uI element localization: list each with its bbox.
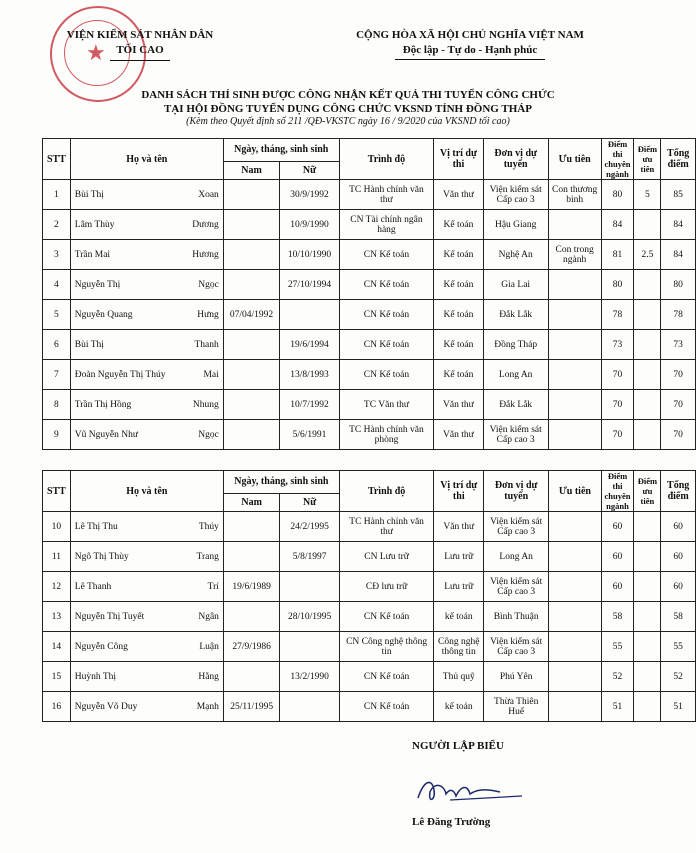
cell-total: 80 <box>661 270 696 300</box>
cell-priority <box>548 390 601 420</box>
cell-bonus <box>634 360 661 390</box>
cell-score: 52 <box>601 662 634 692</box>
name-family: Vũ Nguyễn Như <box>74 429 138 440</box>
cell-name <box>70 390 223 420</box>
cell-dob-female: 13/8/1993 <box>280 360 339 390</box>
cell-name <box>70 270 223 300</box>
col-unit: Đơn vị dự tuyển <box>483 139 548 180</box>
cell-score: 55 <box>601 632 634 662</box>
col-male: Nam <box>223 161 280 179</box>
cell-stt: 8 <box>43 390 71 420</box>
cell-priority: Con thương binh <box>548 180 601 210</box>
cell-bonus <box>634 572 661 602</box>
col-score: Điểm thi chuyên ngành <box>601 139 634 180</box>
cell-score: 80 <box>601 180 634 210</box>
cell-total: 60 <box>661 572 696 602</box>
cell-name <box>70 240 223 270</box>
cell-stt: 4 <box>43 270 71 300</box>
name-family: Lê Thanh <box>74 581 112 592</box>
cell-level: TC Hành chính văn thư <box>339 180 433 210</box>
cell-bonus: 2.5 <box>634 240 661 270</box>
cell-dob-male: 25/11/1995 <box>223 692 280 722</box>
cell-priority <box>548 300 601 330</box>
name-family: Nguyễn Công <box>74 641 128 652</box>
cell-total: 84 <box>661 240 696 270</box>
col-unit: Đơn vị dự tuyển <box>484 471 549 512</box>
cell-total: 55 <box>661 632 696 662</box>
country-header <box>320 28 620 60</box>
cell-score: 84 <box>601 210 634 240</box>
cell-bonus <box>634 420 661 450</box>
name-given: Thúy <box>198 521 219 532</box>
cell-level: CN Kế toán <box>339 360 433 390</box>
name-given: Hưng <box>197 309 219 320</box>
cell-name <box>70 692 223 722</box>
cell-total: 58 <box>661 602 696 632</box>
cell-level: TC Văn thư <box>339 390 433 420</box>
cell-unit: Viện kiểm sát Cấp cao 3 <box>484 572 549 602</box>
cell-score: 81 <box>601 240 634 270</box>
name-family: Đoàn Nguyễn Thị Thúy <box>74 369 166 380</box>
cell-dob-male: 07/04/1992 <box>223 300 280 330</box>
cell-dob-male: 19/6/1989 <box>223 572 280 602</box>
cell-position: Văn thư <box>434 390 483 420</box>
cell-unit: Đắk Lắk <box>483 300 548 330</box>
cell-bonus <box>634 662 661 692</box>
cell-priority <box>549 542 601 572</box>
col-dob: Ngày, tháng, sinh sinh <box>223 139 339 162</box>
col-stt: STT <box>43 139 71 180</box>
cell-dob-male <box>223 210 280 240</box>
cell-bonus <box>634 210 661 240</box>
country-underline <box>395 59 545 60</box>
cell-name <box>70 572 223 602</box>
cell-level: CN Kế toán <box>339 300 433 330</box>
cell-unit: Đắk Lắk <box>483 390 548 420</box>
name-given: Luận <box>199 641 219 652</box>
cell-dob-female: 19/6/1994 <box>280 330 339 360</box>
col-position: Vị trí dự thi <box>434 139 483 180</box>
col-score: Điểm thi chuyên ngành <box>601 471 634 512</box>
cell-bonus <box>634 390 661 420</box>
cell-dob-male <box>223 602 280 632</box>
cell-total: 85 <box>661 180 696 210</box>
cell-dob-male <box>223 360 280 390</box>
cell-position: Công nghệ thông tin <box>434 632 484 662</box>
cell-dob-female: 27/10/1994 <box>280 270 339 300</box>
cell-score: 70 <box>601 360 634 390</box>
cell-unit: Long An <box>483 360 548 390</box>
org-line2: TỐI CAO <box>116 44 164 56</box>
name-family: Nguyễn Thị Tuyết <box>74 611 145 622</box>
col-female: Nữ <box>280 161 339 179</box>
cell-level: CĐ lưu trữ <box>339 572 434 602</box>
col-level: Trình độ <box>339 139 433 180</box>
name-given: Xoan <box>198 189 219 200</box>
signature-icon <box>410 770 530 810</box>
name-given: Hằng <box>198 671 219 682</box>
cell-stt: 9 <box>43 420 71 450</box>
cell-position: Lưu trữ <box>434 542 484 572</box>
cell-unit: Gia Lai <box>483 270 548 300</box>
cell-level: CN Kế toán <box>339 330 433 360</box>
cell-stt: 3 <box>43 240 71 270</box>
cell-total: 70 <box>661 390 696 420</box>
cell-level: CN Kế toán <box>339 270 433 300</box>
cell-priority <box>549 512 601 542</box>
cell-total: 60 <box>661 512 696 542</box>
cell-dob-female: 10/7/1992 <box>280 390 339 420</box>
cell-score: 51 <box>601 692 634 722</box>
cell-dob-female: 5/6/1991 <box>280 420 339 450</box>
cell-dob-female: 30/9/1992 <box>280 180 339 210</box>
cell-bonus <box>634 542 661 572</box>
cell-dob-male <box>223 542 280 572</box>
name-family: Lê Thị Thu <box>74 521 118 532</box>
cell-name <box>70 662 223 692</box>
cell-name <box>70 300 223 330</box>
cell-total: 70 <box>661 360 696 390</box>
cell-bonus <box>634 300 661 330</box>
cell-name <box>70 210 223 240</box>
name-given: Mạnh <box>196 701 219 712</box>
cell-name <box>70 512 223 542</box>
table-row <box>43 240 696 270</box>
cell-name <box>70 632 223 662</box>
cell-dob-female: 5/8/1997 <box>280 542 339 572</box>
cell-total: 84 <box>661 210 696 240</box>
cell-position: Kế toán <box>434 300 483 330</box>
name-family: Nguyễn Võ Duy <box>74 701 138 712</box>
name-given: Ngân <box>198 611 219 622</box>
cell-position: Văn thư <box>434 420 483 450</box>
cell-unit: Bình Thuận <box>484 602 549 632</box>
cell-position: Văn thư <box>434 512 484 542</box>
cell-priority <box>548 420 601 450</box>
cell-dob-male: 27/9/1986 <box>223 632 280 662</box>
cell-unit: Long An <box>484 542 549 572</box>
cell-unit: Nghệ An <box>483 240 548 270</box>
col-priority: Ưu tiên <box>548 139 601 180</box>
cell-stt: 7 <box>43 360 71 390</box>
cell-dob-female <box>280 572 339 602</box>
table-row <box>43 300 696 330</box>
col-position: Vị trí dự thi <box>434 471 484 512</box>
cell-dob-male <box>223 512 280 542</box>
cell-name <box>70 420 223 450</box>
col-total: Tổng điểm <box>661 139 696 180</box>
col-bonus: Điểm ưu tiên <box>634 471 661 512</box>
name-family: Lâm Thùy <box>74 219 115 230</box>
cell-unit: Thừa Thiên Huế <box>484 692 549 722</box>
preparer-role: NGƯỜI LẬP BIỂU <box>412 740 504 752</box>
cell-position: Văn thư <box>434 180 483 210</box>
name-family: Trần Mai <box>74 249 111 260</box>
cell-level: CN Lưu trữ <box>339 542 434 572</box>
table-row <box>43 270 696 300</box>
cell-dob-female <box>280 300 339 330</box>
col-male: Nam <box>223 493 280 511</box>
cell-stt: 5 <box>43 300 71 330</box>
table-row <box>43 180 696 210</box>
cell-unit: Viện kiểm sát Cấp cao 3 <box>484 632 549 662</box>
cell-dob-female: 13/2/1990 <box>280 662 339 692</box>
cell-unit: Viện kiểm sát Cấp cao 3 <box>483 420 548 450</box>
cell-priority: Con trong ngành <box>548 240 601 270</box>
title-line1: DANH SÁCH THÍ SINH ĐƯỢC CÔNG NHẬN KẾT QUẢ THI TUYỂN CÔNG CHỨC <box>141 89 555 101</box>
cell-stt: 16 <box>43 692 71 722</box>
cell-bonus <box>634 602 661 632</box>
cell-name <box>70 602 223 632</box>
cell-position: Thủ quỹ <box>434 662 484 692</box>
cell-score: 70 <box>601 420 634 450</box>
cell-dob-female: 10/10/1990 <box>280 240 339 270</box>
cell-unit: Viện kiểm sát Cấp cao 3 <box>483 180 548 210</box>
cell-unit: Phú Yên <box>484 662 549 692</box>
name-family: Bùi Thị <box>74 339 104 350</box>
col-bonus: Điểm ưu tiên <box>634 139 661 180</box>
name-given: Thanh <box>194 339 219 350</box>
cell-level: CN Công nghệ thông tin <box>339 632 434 662</box>
cell-total: 70 <box>661 420 696 450</box>
cell-priority <box>549 692 601 722</box>
cell-stt: 1 <box>43 180 71 210</box>
cell-score: 80 <box>601 270 634 300</box>
cell-name <box>70 330 223 360</box>
cell-position: Kế toán <box>434 240 483 270</box>
name-given: Trang <box>196 551 219 562</box>
name-given: Nhung <box>192 399 219 410</box>
cell-stt: 2 <box>43 210 71 240</box>
name-family: Nguyễn Thị <box>74 279 121 290</box>
col-female: Nữ <box>280 493 339 511</box>
col-name: Họ và tên <box>70 139 223 180</box>
org-underline <box>110 60 170 61</box>
cell-score: 60 <box>601 542 634 572</box>
name-family: Bùi Thị <box>74 189 104 200</box>
cell-total: 51 <box>661 692 696 722</box>
name-family: Ngô Thị Thùy <box>74 551 129 562</box>
col-name: Họ và tên <box>70 471 223 512</box>
cell-total: 60 <box>661 542 696 572</box>
cell-bonus <box>634 330 661 360</box>
name-given: Ngọc <box>198 279 219 290</box>
cell-name <box>70 542 223 572</box>
country-line1: CỘNG HÒA XÃ HỘI CHỦ NGHĨA VIỆT NAM <box>356 29 584 41</box>
cell-position: Lưu trữ <box>434 572 484 602</box>
name-family: Trần Thị Hồng <box>74 399 132 410</box>
cell-position: Kế toán <box>434 270 483 300</box>
cell-priority <box>548 330 601 360</box>
cell-score: 58 <box>601 602 634 632</box>
cell-dob-male <box>223 270 280 300</box>
col-level: Trình độ <box>339 471 434 512</box>
candidate-table-page1 <box>42 138 696 450</box>
cell-stt: 13 <box>43 602 71 632</box>
name-given: Trí <box>207 581 219 592</box>
cell-dob-female <box>280 632 339 662</box>
cell-level: CN Kế toán <box>339 692 434 722</box>
cell-dob-female: 24/2/1995 <box>280 512 339 542</box>
org-header <box>40 28 240 61</box>
cell-stt: 15 <box>43 662 71 692</box>
table-row <box>43 210 696 240</box>
cell-bonus: 5 <box>634 180 661 210</box>
cell-level: CN Kế toán <box>339 602 434 632</box>
cell-score: 70 <box>601 390 634 420</box>
cell-unit: Viện kiểm sát Cấp cao 3 <box>484 512 549 542</box>
seal-star-icon: ★ <box>86 40 106 65</box>
cell-stt: 10 <box>43 512 71 542</box>
cell-priority <box>548 270 601 300</box>
cell-unit: Hậu Giang <box>483 210 548 240</box>
cell-position: kế toán <box>434 692 484 722</box>
cell-dob-male <box>223 420 280 450</box>
cell-dob-female: 10/9/1990 <box>280 210 339 240</box>
cell-name <box>70 360 223 390</box>
cell-total: 78 <box>661 300 696 330</box>
cell-dob-male <box>223 240 280 270</box>
signer-name: Lê Đăng Trường <box>412 816 491 828</box>
cell-stt: 12 <box>43 572 71 602</box>
cell-priority <box>549 572 601 602</box>
name-given: Mai <box>203 369 219 380</box>
table-row <box>43 662 696 692</box>
table-row <box>43 602 696 632</box>
col-total: Tổng điểm <box>661 471 696 512</box>
table-row <box>43 420 696 450</box>
name-given: Dương <box>192 219 219 230</box>
cell-bonus <box>634 512 661 542</box>
cell-level: TC Hành chính văn thư <box>339 512 434 542</box>
cell-priority <box>548 360 601 390</box>
cell-stt: 6 <box>43 330 71 360</box>
cell-total: 52 <box>661 662 696 692</box>
cell-position: Kế toán <box>434 360 483 390</box>
cell-score: 73 <box>601 330 634 360</box>
cell-dob-female: 28/10/1995 <box>280 602 339 632</box>
cell-level: TC Hành chính văn phòng <box>339 420 433 450</box>
table-row <box>43 390 696 420</box>
col-priority: Ưu tiên <box>549 471 601 512</box>
cell-priority <box>548 210 601 240</box>
cell-stt: 11 <box>43 542 71 572</box>
org-line1: VIỆN KIỂM SÁT NHÂN DÂN <box>66 29 214 41</box>
cell-score: 60 <box>601 512 634 542</box>
cell-dob-male <box>223 180 280 210</box>
cell-dob-male <box>223 662 280 692</box>
cell-position: kế toán <box>434 602 484 632</box>
name-family: Huỳnh Thị <box>74 671 117 682</box>
table-row <box>43 360 696 390</box>
cell-unit: Đồng Tháp <box>483 330 548 360</box>
cell-dob-male <box>223 390 280 420</box>
cell-priority <box>549 662 601 692</box>
candidate-table-page2 <box>42 470 696 722</box>
document-subtitle: (Kèm theo Quyết định số 211 /QĐ-VKSTC ngày 16 / 9/2020 của VKSND tối cao) <box>186 116 510 127</box>
table-row <box>43 572 696 602</box>
cell-level: CN Tài chính ngân hàng <box>339 210 433 240</box>
cell-bonus <box>634 632 661 662</box>
cell-total: 73 <box>661 330 696 360</box>
cell-dob-male <box>223 330 280 360</box>
table-row <box>43 330 696 360</box>
country-line2: Độc lập - Tự do - Hạnh phúc <box>402 44 538 56</box>
document-title <box>60 88 636 116</box>
cell-dob-female <box>280 692 339 722</box>
cell-name <box>70 180 223 210</box>
cell-level: CN Kế toán <box>339 240 433 270</box>
name-given: Hương <box>192 249 219 260</box>
table-row <box>43 632 696 662</box>
cell-position: Kế toán <box>434 210 483 240</box>
cell-stt: 14 <box>43 632 71 662</box>
cell-score: 78 <box>601 300 634 330</box>
col-stt: STT <box>43 471 71 512</box>
cell-bonus <box>634 692 661 722</box>
cell-priority <box>549 602 601 632</box>
cell-priority <box>549 632 601 662</box>
table-row <box>43 692 696 722</box>
col-dob: Ngày, tháng, sinh sinh <box>223 471 339 494</box>
table-row <box>43 512 696 542</box>
name-given: Ngọc <box>198 429 219 440</box>
cell-bonus <box>634 270 661 300</box>
name-family: Nguyễn Quang <box>74 309 133 320</box>
table-row <box>43 542 696 572</box>
cell-score: 60 <box>601 572 634 602</box>
cell-position: Kế toán <box>434 330 483 360</box>
title-line2: TẠI HỘI ĐỒNG TUYỂN DỤNG CÔNG CHỨC VKSND TỈNH ĐỒNG THÁP <box>164 103 532 115</box>
cell-level: CN Kế toán <box>339 662 434 692</box>
